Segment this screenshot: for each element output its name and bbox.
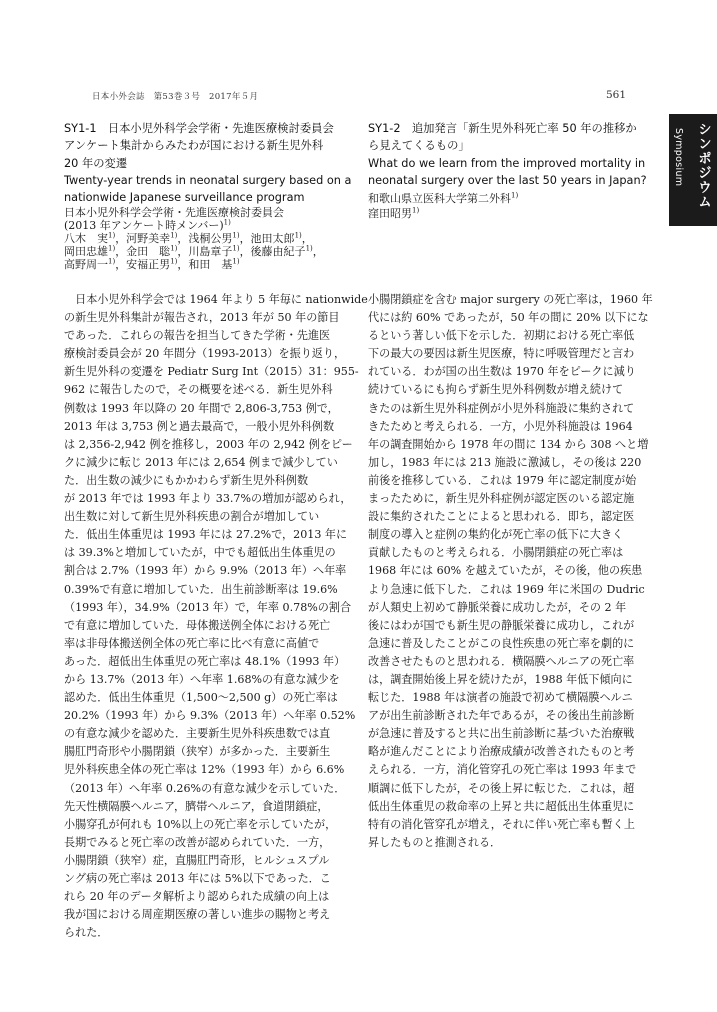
- body-line: 代には約 60% であったが，50 年の間に 20% 以下にな: [368, 311, 649, 325]
- body-line: 新生児外科の変遷を Pediatr Surg Int（2015）31：955-: [64, 365, 359, 379]
- body-line: クに減少に転じ 2013 年には 2,654 例まで減少してい: [64, 455, 338, 469]
- body-line: 児外科疾患全体の死亡率は 12%（1993 年）から 6.6%: [64, 763, 345, 777]
- affiliation-marker: 1): [305, 244, 313, 253]
- body-line: 小腸閉鎖（狭窄）症，直腸肛門奇形，ヒルシュスプル: [64, 853, 330, 867]
- body-line: 低出生体重児の救命率の上昇と共に超低出生体重児に: [368, 799, 635, 813]
- body-line: きたのは新生児外科症例が小児外科施設に集約されて: [368, 401, 635, 415]
- author-name: ，金田 聡: [115, 245, 171, 259]
- abstract-title: [64, 120, 356, 206]
- author-name: ，和田 基: [177, 258, 233, 272]
- author-name: 岡田忠雄: [64, 245, 108, 259]
- body-line: 制度の導入と症例の集約化が死亡率の低下に大きく: [368, 528, 624, 542]
- body-line: 年の調査開始から 1978 年の間に 134 から 308 へと増: [368, 437, 649, 451]
- affiliation-marker: 1): [232, 244, 240, 253]
- body-line: 順調に低下したが，その後上昇に転じた．これは，超: [368, 781, 635, 795]
- body-line: 出生数に対して新生児外科疾患の割合が増加してい: [64, 510, 320, 524]
- title-line: SY1-1 日本小児外科学会学術・先進医療検討委員会: [64, 122, 334, 135]
- body-line: るという著しい低下を示した．初期における死亡率低: [368, 329, 635, 343]
- body-line: 後にはわが国でも新生児の静脈栄養に成功し，これが: [368, 618, 635, 632]
- affiliation-marker: 1): [108, 257, 116, 266]
- body-line: 例数は 1993 年以降の 20 年間で 2,806-3,753 例で，: [64, 401, 339, 415]
- symposium-side-tab: [669, 114, 717, 226]
- body-line: た．出生数の減少にもかかわらず新生児外科例数: [64, 473, 309, 487]
- side-tab-english: Symposium: [673, 128, 684, 187]
- body-line: 我が国における周産期医療の著しい進歩の賜物と考え: [64, 908, 331, 922]
- body-line: えられる．一方，消化管穿孔の死亡率は 1993 年まで: [368, 763, 637, 777]
- abstract-sy1-1-body: [64, 291, 368, 942]
- author-affiliations: [368, 191, 656, 221]
- affiliation-line: [368, 191, 656, 206]
- body-line: は 2,356-2,942 例を推移し，2003 年の 2,942 例をピー: [64, 437, 353, 451]
- author-name: 窪田昭男: [368, 207, 412, 221]
- body-line: 2013 年は 3,753 例と過去最高で，一般小児外科例数: [64, 419, 335, 433]
- affiliation-marker: 1): [223, 218, 231, 227]
- abstract-title: [368, 120, 656, 189]
- body-line: 小腸穿孔が何れも 10%以上の死亡率を示していたが，: [64, 817, 337, 831]
- body-line: た．低出生体重児は 1993 年には 27.2%で，2013 年に: [64, 528, 348, 542]
- body-line: 認めた．低出生体重児（1,500～2,500 g）の死亡率は: [64, 691, 338, 705]
- title-line: アンケート集計からみたわが国における新生児外科: [64, 139, 324, 153]
- side-tab-japanese: シンポジウム: [695, 122, 711, 209]
- affiliation-marker: 1): [232, 257, 240, 266]
- body-line: （1993 年），34.9%（2013 年）で，年率 0.78%の割合: [64, 600, 352, 614]
- body-line: より急速に低下した．これは 1969 年に米国の Dudric: [368, 582, 645, 596]
- author-name: 八木 実: [64, 232, 108, 246]
- author-name: ，川島章子: [177, 245, 233, 259]
- body-line: 割合は 2.7%（1993 年）から 9.9%（2013 年）へ年率: [64, 564, 347, 578]
- body-line: 改善させたものと思われる．横隔膜ヘルニアの死亡率: [368, 654, 635, 668]
- author-name: ，後藤由紀子: [239, 245, 306, 259]
- affiliation-marker: 1): [232, 231, 240, 240]
- body-line: から 13.7%（2013 年）へ年率 1.68%の有意な減少を: [64, 672, 340, 686]
- body-line: 療検討委員会が 20 年間分（1993-2013）を振り返り，: [64, 347, 346, 361]
- body-line: 貢献したものと考えられる．小腸閉鎖症の死亡率は: [368, 546, 624, 560]
- body-line: アが出生前診断された年であるが，その後出生前診断: [368, 709, 635, 723]
- author-line: [368, 206, 656, 221]
- body-line: 急速に普及したことがこの良性疾患の死亡率を劇的に: [368, 636, 635, 650]
- title-line: nationwide Japanese surveillance program: [64, 191, 305, 205]
- abstract-sy1-2-header: [368, 120, 656, 221]
- author-separator: ，: [301, 232, 313, 246]
- affiliation-marker: 1): [294, 231, 302, 240]
- body-line: 20.2%（1993 年）から 9.3%（2013 年）へ年率 0.52%: [64, 709, 356, 723]
- author-name: ，安福正男: [115, 258, 171, 272]
- body-line: で有意に増加していた．母体搬送例全体における死亡: [64, 618, 331, 632]
- body-line: ング病の死亡率は 2013 年には 5%以下であった．こ: [64, 872, 331, 885]
- author-name: ，池田太郎: [239, 232, 295, 246]
- body-line: 設に集約されたことによると思われる．即ち，認定医: [368, 510, 635, 524]
- body-line: の有意な減少を認めた．主要新生児外科疾患数では直: [64, 727, 331, 741]
- author-name: ，河野美幸: [115, 232, 171, 246]
- body-line: （2013 年）へ年率 0.26%の有意な減少を示していた．: [64, 781, 346, 795]
- body-line: 続けているにも拘らず新生児外科例数が増え続けて: [368, 383, 624, 397]
- body-line: は 39.3%と増加していたが，中でも超低出生体重児の: [64, 546, 336, 560]
- affiliation-name: 和歌山県立医科大学第二外科: [368, 192, 511, 206]
- title-line: 20 年の変遷: [64, 156, 128, 170]
- body-line: まったために，新生児外科症例が認定医のいる認定施: [368, 492, 635, 506]
- body-line: であった．これらの報告を担当してきた学術・先進医: [64, 329, 331, 343]
- title-line: neonatal surgery over the last 50 years in Japan?: [368, 173, 647, 187]
- body-line: 962 に報告したので，その概要を述べる．新生児外科: [64, 383, 333, 397]
- body-line: 小腸閉鎖症を含む major surgery の死亡率は，1960 年: [368, 293, 653, 306]
- body-line: 腸肛門奇形や小腸閉鎖（狭窄）が多かった．主要新生: [64, 745, 331, 759]
- affiliation-marker: 1): [108, 244, 116, 253]
- body-line: 前後を推移している．これは 1979 年に認定制度が始: [368, 473, 637, 487]
- body-line: 転じた．1988 年は演者の施設で初めて横隔膜ヘルニ: [368, 691, 633, 705]
- body-line: 特有の消化管穿孔が増え，それに伴い死亡率も暫く上: [368, 817, 635, 831]
- body-line: が急速に普及すると共に出生前診断に基づいた治療戦: [368, 727, 635, 741]
- body-line: 1968 年には 60% を越えていたが，その後，他の疾患: [368, 564, 643, 578]
- body-line: 0.39%で有意に増加していた．出生前診断率は 19.6%: [64, 582, 338, 596]
- body-line: られた．: [64, 926, 109, 940]
- body-line: が人類史上初めて静脈栄養に成功したが，その 2 年: [368, 600, 627, 614]
- author-name: ，浅桐公男: [177, 232, 233, 246]
- abstract-sy1-2-body: [368, 291, 656, 852]
- body-line: の新生児外科集計が報告され，2013 年が 50 年の節目: [64, 311, 340, 325]
- author-name: 高野周一: [64, 258, 108, 272]
- body-line: が 2013 年では 1993 年より 33.7%の増加が認められ，: [64, 492, 352, 506]
- body-line: れている．わが国の出生数は 1970 年をピークに減り: [368, 365, 636, 379]
- body-line: 昇したものと推測される．: [368, 835, 502, 849]
- affiliation-marker: 1): [412, 206, 420, 215]
- affiliation-marker: 1): [108, 231, 116, 240]
- body-line: は，調査開始後上昇を続けたが，1988 年低下傾向に: [368, 672, 633, 686]
- title-line: Twenty-year trends in neonatal surgery based on a: [64, 173, 352, 187]
- body-line: 下の最大の要因は新生児医療，特に呼吸管理だと言わ: [368, 347, 635, 361]
- body-line: れら 20 年のデータ解析より認められた成績の向上は: [64, 890, 330, 904]
- affiliation-marker: 1): [511, 191, 519, 200]
- affiliation-marker: 1): [170, 257, 178, 266]
- title-line: ら見えてくるもの」: [368, 139, 470, 153]
- body-line: あった．超低出生体重児の死亡率は 48.1%（1993 年）: [64, 654, 346, 668]
- author-line: [64, 259, 356, 272]
- title-line: SY1-2 追加発言「新生児外科死亡率 50 年の推移か: [368, 122, 637, 135]
- body-line: 日本小児外科学会では 1964 年より 5 年毎に nationwide: [64, 293, 368, 306]
- body-line: 加し，1983 年には 213 施設に激減し，その後は 220: [368, 455, 642, 469]
- affiliation-marker: 1): [170, 231, 178, 240]
- abstract-sy1-1-header: [64, 120, 356, 272]
- journal-header: 日本小外会誌 第53巻３号 2017年５月: [92, 92, 259, 102]
- body-line: 略が進んだことにより治療成績が改善されたものと考: [368, 745, 635, 759]
- body-line: 長期でみると死亡率の改善が認められていた．一方，: [64, 835, 331, 849]
- author-separator: ，: [312, 245, 324, 259]
- body-line: 率は非母体搬送例全体の死亡率に比べ有意に高値で: [64, 636, 320, 650]
- affiliation-name: 日本小児外科学会学術・先進医療検討委員会: [64, 206, 284, 220]
- page-number: 561: [605, 89, 626, 101]
- body-line: きたためと考えられる．一方，小児外科施設は 1964: [368, 419, 633, 433]
- body-line: 先天性横隔膜ヘルニア，臍帯ヘルニア，食道閉鎖症，: [64, 799, 329, 813]
- affiliation-marker: 1): [170, 244, 178, 253]
- title-line: What do we learn from the improved mortality in: [368, 156, 646, 170]
- author-affiliations: [64, 207, 356, 272]
- affiliation-note: (2013 年アンケート時メンバー): [64, 219, 224, 233]
